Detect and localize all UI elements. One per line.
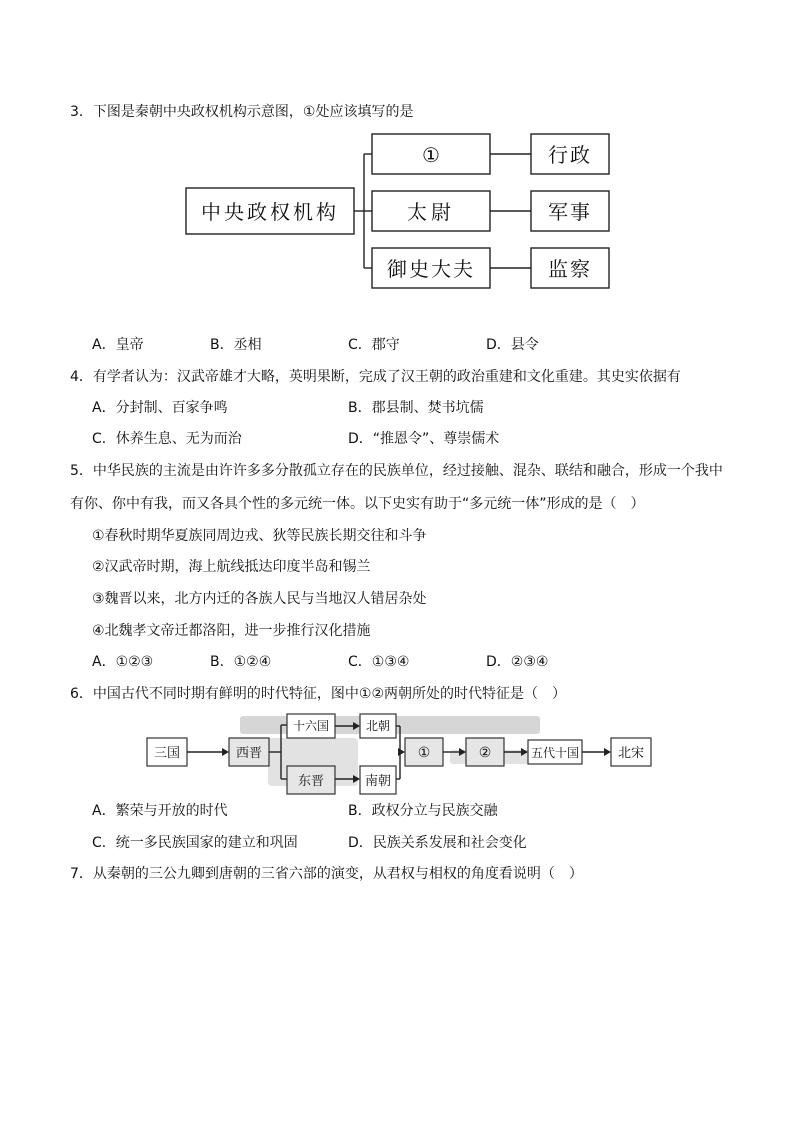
q3-option-b[interactable]: B．丞相 [210,337,262,353]
q3-diagram [0,0,794,300]
q6-stem: 6．中国古代不同时期有鲜明的时代特征，图中①②两朝所处的时代特征是（ ） [70,686,567,702]
q6-label-2: ② [478,745,492,761]
q3-mid-label-2: 太尉 [407,200,455,224]
q5-stem-line-2: 有你、你中有我，而又各具个性的多元统一体。以下史实有助于“多元统一体”形成的是（ ） [70,496,645,512]
q6-label-dongjin: 东晋 [297,774,325,789]
q3-mid-label-1: ① [422,143,440,167]
q3-right-label-1: 行政 [548,143,592,167]
q5-item-1: ①春秋时期华夏族同周边戎、狄等民族长期交往和斗争 [92,528,427,544]
q6-option-d[interactable]: D．民族关系发展和社会变化 [348,835,527,851]
q3-option-a[interactable]: A．皇帝 [92,337,144,353]
q6-label-1: ① [417,745,431,761]
q6-label-beisong: 北宋 [617,746,645,761]
q6-label-wudai: 五代十国 [530,746,580,760]
q6-label-shiliuguo: 十六国 [292,719,330,733]
q4-option-c[interactable]: C．休养生息、无为而治 [92,431,242,447]
q3-mid-label-3: 御史大夫 [387,257,475,281]
q5-option-c[interactable]: C．①③④ [348,654,410,670]
q5-option-d[interactable]: D．②③④ [486,654,549,670]
q6-option-a[interactable]: A．繁荣与开放的时代 [92,803,228,819]
q6-option-b[interactable]: B．政权分立与民族交融 [348,803,498,819]
q5-item-2: ②汉武帝时期，海上航线抵达印度半岛和锡兰 [92,559,371,575]
q4-option-a[interactable]: A．分封制、百家争鸣 [92,400,228,416]
q7-stem: 7．从秦朝的三公九卿到唐朝的三省六部的演变，从君权与相权的角度看说明（ ） [70,866,583,882]
q5-stem-line-1: 5．中华民族的主流是由许许多多分散孤立存在的民族单位，经过接触、混杂、联结和融合，形成一个我中 [70,463,723,479]
q3-option-d[interactable]: D．县令 [486,337,539,353]
q6-label-xijin: 西晋 [235,746,263,761]
q6-label-nanchao: 南朝 [364,774,392,789]
q4-option-b[interactable]: B．郡县制、焚书坑儒 [348,400,484,416]
q3-right-label-3: 监察 [548,257,592,281]
q6-diagram [0,708,794,808]
q5-option-b[interactable]: B．①②④ [210,654,272,670]
q3-right-label-2: 军事 [548,200,592,224]
q6-option-c[interactable]: C．统一多民族国家的建立和巩固 [92,835,298,851]
q3-root-label: 中央政权机构 [201,200,339,224]
q5-item-4: ④北魏孝文帝迁都洛阳，进一步推行汉化措施 [92,623,371,639]
q5-item-3: ③魏晋以来，北方内迁的各族人民与当地汉人错居杂处 [92,591,427,607]
q6-label-sanguo: 三国 [153,746,181,761]
q3-stem: 3．下图是秦朝中央政权机构示意图，①处应该填写的是 [70,104,414,120]
q5-option-a[interactable]: A．①②③ [92,654,154,670]
q4-stem: 4．有学者认为：汉武帝雄才大略，英明果断，完成了汉王朝的政治重建和文化重建。其史实依据有 [70,369,681,385]
q3-option-c[interactable]: C．郡守 [348,337,400,353]
q4-option-d[interactable]: D．“推恩令”、尊崇儒术 [348,431,500,447]
q6-label-beichao: 北朝 [365,719,391,733]
